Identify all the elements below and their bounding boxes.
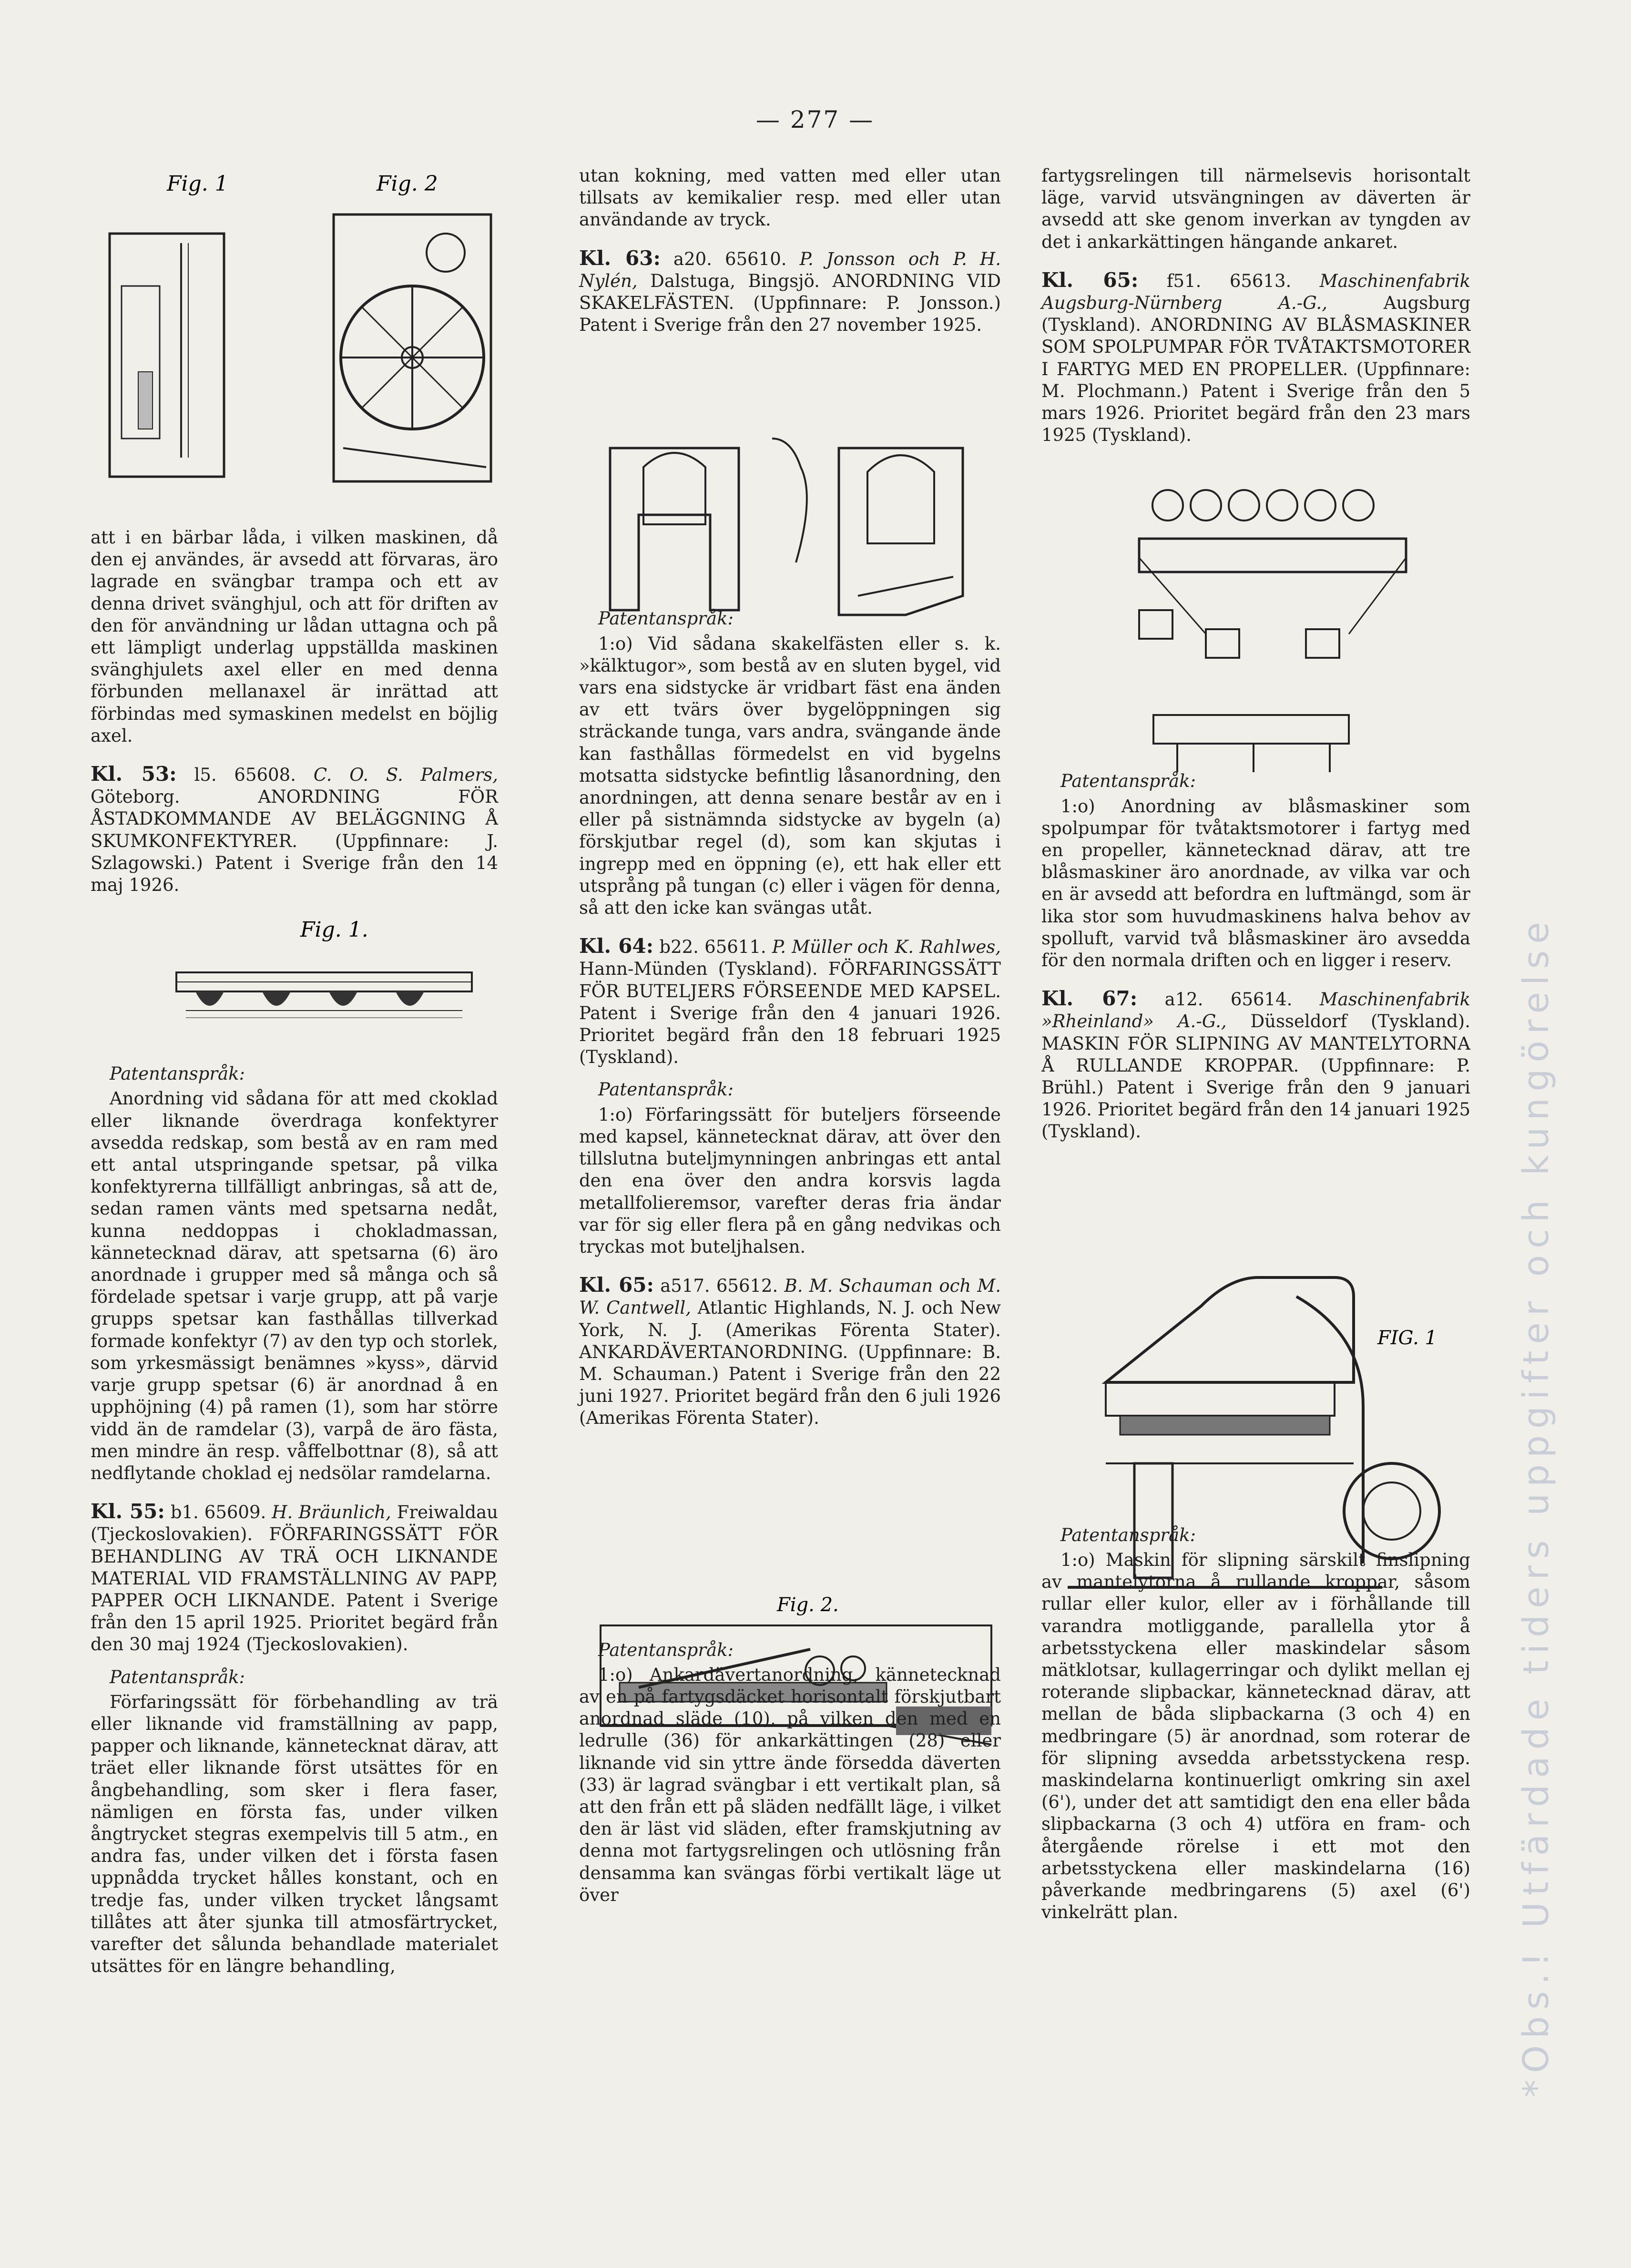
- patent-body: Freiwaldau (Tjeckoslovakien). FÖRFARINGSSÄTT FÖR BEHANDLING AV TRÄ OCH LIKNANDE MATERIAL VID FRAMSTÄLLNING AV PAPP, PAPPER OCH LIKNANDE. Patent i Sverige från den 15 april 1925. Prioritet begärd från den 30 maj 1924 (Tjeckoslovakien).: [91, 1502, 499, 1655]
- patent-author: P. Jonsson och P. H. Nylén,: [579, 248, 1001, 291]
- continued-text: utan kokning, med vatten med eller utan tillsats av kemikalier resp. med eller utan användande av tryck.: [579, 165, 1001, 230]
- patent-author: B. M. Schauman och M. W. Cantwell,: [579, 1276, 1001, 1318]
- patent-author: P. Müller och K. Rahlwes,: [772, 937, 1001, 958]
- patent-class: Kl. 65:: [579, 1273, 654, 1297]
- patent-entry-67: [1041, 988, 1470, 1143]
- patent-class: Kl. 63:: [579, 246, 661, 270]
- patent-number: 65611.: [704, 937, 766, 958]
- patent-class: Kl. 64:: [579, 934, 654, 958]
- patent-body: Augsburg (Tyskland). ANORDNING AV BLÅSMASKINER SOM SPOLPUMPAR FÖR TVÅTAKTSMOTORER I FARTYG MED EN PROPELLER. (Uppfinnare: M. Plochmann.) Patent i Sverige från den 5 mars 1926. Prioritet begärd från den 23 mars 1925 (Tyskland).: [1041, 293, 1471, 446]
- continued-text: fartygsrelingen till närmelsevis horisontalt läge, varvid utsvängningen av däverten är avsedd att ske genom inverkan av tyngden av det i ankarkättingen hängande ankaret.: [1041, 165, 1470, 252]
- claim-text: 1:o) Ankardävertanordning, kännetecknad av en på fartygsdäcket horisontalt förskjutbart anordnad släde (10), på vilken den med en ledrulle (36) för ankarkättingen (28) eller liknande vid sin yttre ände försedda däverten (33) är lagrad svängbar i ett vertikalt plan, så att den från ett på släden nedfällt läge, i vilket den är läst vid släden, efter framskjutning av denna mot fartygsrelingen och utlösning från densamma kan svängas förbi vertikalt läge ut över: [579, 1664, 1001, 1905]
- claim-text: Anordning vid sådana för att med ckoklad eller liknande överdraga konfektyrer avsedda redskap, som bestå av en ram med ett antal utspringande spetsar, på vilka konfektyrerna tillfälligt anbringas, så att de, sedan ramen vänts med spetsarna nedåt, kunna neddoppas i chokladmassan, kännetecknad därav, att spetsarna (6) äro anordnade i grupper med så många och så fördelade spetsar i varje grupp, att på varje grupps spetsar kan fasthållas tillverkad formade konfektyr (7) av den typ och storlek, som yrkesmässigt benämnes »kyss», därvid varje grupp spetsar (6) är anordnad å en upphöjning (4) på ramen (1), som har större vidd än de ramdelar (3), varpå de äro fästa, men mindre än resp. våffelbottnar (8), så att nedflytande choklad ej nedsölar ramdelarna.: [91, 1088, 498, 1483]
- column-middle: [579, 165, 1001, 1906]
- patent-number: 65613.: [1229, 270, 1292, 291]
- claim-text: 1:o) Vid sådana skakelfästen eller s. k. »kälktugor», som bestå av en sluten bygel, vid vars ena sidstycke är vridbart fäst ena änden av ett tvärs över bygelöppningen sig sträckande tunga, vars andra, svängande ände kan fasthållas förmedelst en vid bygelns motsatta sidstycke befintlig låsanordning, den anordningen, att denna senare består av en i eller på sistnämnda sidstycke av bygeln (a) förskjutbar regel (d), som kan skjutas i ingrepp med en öppning (e), ett hak eller ett utsprång på tungan (c) eller i vägen för denna, så att den icke kan svängas utåt.: [579, 633, 1001, 919]
- patent-subclass: a20.: [673, 248, 712, 269]
- patent-entry-64: [579, 935, 1001, 1068]
- patent-subclass: a12.: [1164, 989, 1203, 1010]
- claim-text: Förfaringssätt för förbehandling av trä eller liknande vid framställning av papp, papper och liknande, kännetecknat därav, att träet eller liknande först utsättes för en ångbehandling, som sker i flera faser, nämligen en första fas, under vilken ångtrycket stegras exempelvis till 5 atm., en andra fas, under vilken det i första fasen uppnådda trycket hålles konstant, och en tredje fas, under vilken trycket långsamt tillåtes att åter sjunka till atmosfärtrycket, varefter det sålunda behandlade materialet utsättes för en längre behandling,: [91, 1691, 498, 1977]
- patent-subclass: a517.: [660, 1276, 710, 1297]
- claims-heading: Patentanspråk:: [1060, 771, 1196, 792]
- fig1-label: Fig. 1: [167, 172, 228, 196]
- patent-subclass: b22.: [659, 937, 699, 958]
- patent-author: H. Bräunlich,: [272, 1502, 391, 1523]
- patent-entry-65: [579, 1274, 1001, 1429]
- patent-class: Kl. 55:: [91, 1500, 165, 1523]
- patent-number: 65608.: [234, 765, 296, 786]
- patent-class: Kl. 53:: [91, 762, 177, 786]
- fig-53-label: Fig. 1.: [300, 918, 368, 942]
- patent-class: Kl. 67:: [1041, 987, 1138, 1011]
- claims-heading: Patentanspråk:: [110, 1063, 245, 1084]
- patent-number: 65610.: [725, 248, 787, 269]
- figure-sewing-case: [95, 162, 510, 505]
- patent-body: Atlantic Highlands, N. J. och New York, N. J. (Amerikas Förenta Stater). ANKARDÄVERTANORDNING. (Uppfinnare: B. M. Schauman.) Patent i Sverige från den 22 juni 1927. Prioritet begärd från den 6 juli 1926 (Amerikas Förenta Stater).: [579, 1297, 1001, 1429]
- claim-text: 1:o) Förfaringssätt för buteljers förseende med kapsel, kännetecknat därav, att över den tillslutna buteljmynningen anbringas ett antal den ena över den andra korsvis lagda metallfolieremsor, varefter deras fria ändar var för sig eller flera på en gång nedvikas och tryckas mot buteljhalsen.: [579, 1104, 1001, 1257]
- fig-65-label: Fig. 2.: [777, 1594, 839, 1616]
- patent-class: Kl. 65:: [1041, 268, 1139, 292]
- patent-author: Maschinenfabrik Augsburg-Nürnberg A.-G.,: [1041, 270, 1470, 314]
- patent-body: Dalstuga, Bingsjö. ANORDNING VID SKAKELFÄSTEN. (Uppfinnare: P. Jonsson.) Patent i Sverige från den 27 november 1925.: [579, 270, 1001, 336]
- column-right: [1041, 165, 1470, 1923]
- continued-text: att i en bärbar låda, i vilken maskinen, då den ej användes, är avsedd att förvaras, äro lagrade en svängbar trampa och ett av denna drivet svänghjul, och att för driften av den för användning ur lådan uttagna och på ett lämpligt underlag uppställda maskinen svänghjulets axel eller en med denna förbunden mellanaxel är inrättad att förbindas med symaskinen medelst en böjlig axel.: [91, 527, 498, 746]
- patent-number: 65609.: [204, 1502, 266, 1523]
- claims-heading: Patentanspråk:: [598, 1639, 734, 1660]
- claim-text: 1:o) Anordning av blåsmaskiner som spolpumpar för tvåtaktsmotorer i fartyg med en propeller, kännetecknad därav, att tre blåsmaskiner äro anordnade, av vilka var och en är avsedd att befordra en luftmängd, som är lika stor som huvudmaskinens halva behov av spolluft, varvid två blåsmaskiner äro avsedda för den normala driften och en ligger i reserv.: [1041, 796, 1470, 971]
- column-left: [91, 527, 498, 1977]
- fig2-label: Fig. 2: [377, 172, 438, 196]
- page-number: — 277 —: [755, 106, 875, 133]
- patent-entry-55: [91, 1501, 498, 1655]
- claims-heading: Patentanspråk:: [1060, 1524, 1196, 1545]
- patent-number: 65612.: [716, 1276, 778, 1297]
- patent-subclass: l5.: [194, 765, 217, 786]
- patent-number: 65614.: [1230, 989, 1293, 1010]
- patent-body: Hann-Münden (Tyskland). FÖRFARINGSSÄTT FÖR BUTELJERS FÖRSEENDE MED KAPSEL. Patent i Sverige från den 4 januari 1926. Prioritet begärd från den 18 februari 1925 (Tyskland).: [579, 959, 1001, 1068]
- fig-67-label: FIG. 1: [1377, 1327, 1437, 1349]
- patent-body: Düsseldorf (Tyskland). MASKIN FÖR SLIPNING AV MANTELYTORNA Å RULLANDE KROPPAR. (Uppfinnare: P. Brühl.) Patent i Sverige från den 9 januari 1926. Prioritet begärd från den 14 januari 1925 (Tyskland).: [1041, 1011, 1470, 1142]
- patent-entry-63: [579, 247, 1001, 337]
- claims-heading: Patentanspråk:: [110, 1666, 245, 1687]
- claims-heading: Patentanspråk:: [598, 1079, 734, 1100]
- patent-author: Maschinenfabrik »Rheinland» A.-G.,: [1041, 989, 1471, 1032]
- claims-heading: Patentanspråk:: [598, 608, 734, 629]
- patent-entry-53: [91, 763, 498, 896]
- patent-subclass: f51.: [1166, 270, 1202, 291]
- patent-subclass: b1.: [170, 1502, 199, 1523]
- margin-watermark: *Obs.! Utfärdade tiders uppgifter och kungörelse: [1516, 915, 1557, 2097]
- claim-text: 1:o) Maskin för slipning särskilt finslipning av mantelytorna å rullande kroppar, såsom rullar eller kulor, eller av i förhållande till varandra motliggande, parallella ytor å arbetsstyckena eller maskindelar såsom mätklotsar, kullagerringar och dylikt mellan ej roterande slipbackar, kännetecknad därav, att mellan de båda slipbackarna (3 och 4) en medbringare (5) är anordnad, som roterar de för slipning avsedda arbetsstyckena resp. maskindelarna kontinuerligt omkring sin axel (6'), under det att samtidigt den ena eller båda slipbackarna (3 och 4) utföra en fram- och återgående rörelse i ett mot den arbetsstyckena eller maskindelarna (16) påverkande medbringarens (5) axel (6') vinkelrätt plan.: [1041, 1549, 1470, 1923]
- patent-author: C. O. S. Palmers,: [313, 765, 499, 786]
- patent-entry-65b: [1041, 269, 1470, 447]
- patent-body: Göteborg. ANORDNING FÖR ÅSTADKOMMANDE AV BELÄGGNING Å SKUMKONFEKTYRER. (Uppfinnare: J. Szlagowski.) Patent i Sverige från den 14 maj 1926.: [91, 787, 498, 896]
